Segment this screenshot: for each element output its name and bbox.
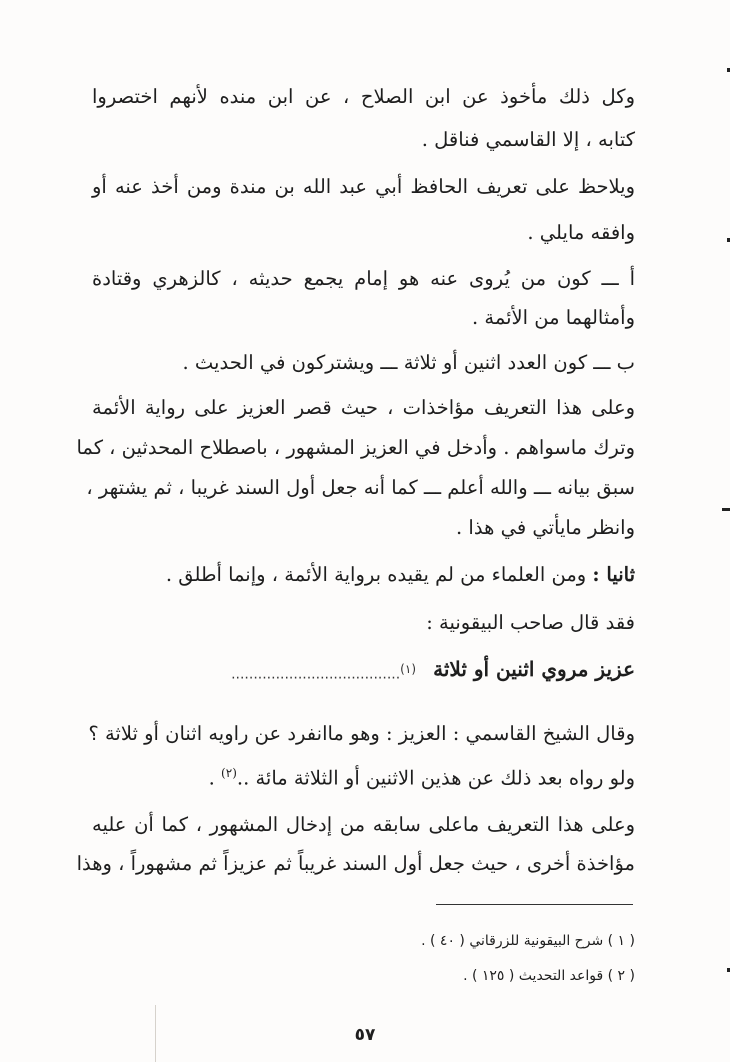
text-line: سبق بيانه ـــ والله أعلم ـــ كما أنه جعل أول السند غريبا ، ثم يشتهر ، <box>86 476 635 499</box>
footnote-ref: (١) <box>400 662 416 676</box>
scan-mark <box>722 508 730 511</box>
text-span: ولو رواه بعد ذلك عن هذين الاثنين أو الثلاثة مائة .. <box>236 766 635 790</box>
text-line: كتابه ، إلا القاسمي فناقل . <box>421 128 635 151</box>
section-label: ثانيا : <box>592 563 635 586</box>
text-line: ويلاحظ على تعريف الحافظ أبي عبد الله بن مندة ومن أخذ عنه أو <box>92 175 635 198</box>
text-line <box>92 560 635 590</box>
text-line: فقد قال صاحب البيقونية : <box>426 611 635 634</box>
text-line: وأمثالهما من الأئمة . <box>471 306 635 329</box>
footnote: ( ١ ) شرح البيقونية للزرقاني ( ٤٠ ) . <box>421 933 635 949</box>
footnote: ( ٢ ) قواعد التحديث ( ١٢٥ ) . <box>463 968 635 984</box>
text-line: مؤاخذة أخرى ، حيث جعل أول السند غريباً ثم عزيزاً ثم مشهوراً ، وهذا <box>76 852 635 875</box>
footnote-divider <box>436 904 633 905</box>
text-span: . <box>208 766 222 790</box>
footnote-ref: (٢) <box>221 766 237 780</box>
text-line: وقال الشيخ القاسمي : العزيز : وهو ماانفرد عن راويه اثنان أو ثلاثة ؟ <box>88 722 635 745</box>
text-line: وعلى هذا التعريف مؤاخذات ، حيث قصر العزيز على رواية الأئمة <box>92 396 635 419</box>
scan-edge-line <box>155 1005 156 1062</box>
text-line: وترك ماسواهم . وأدخل في العزيز المشهور ، باصطلاح المحدثين ، كما <box>76 436 635 459</box>
text-line: وكل ذلك مأخوذ عن ابن الصلاح ، عن ابن منده لأنهم اختصروا <box>92 85 635 108</box>
verse-line: عزيز مروي اثنين أو ثلاثة <box>433 657 635 681</box>
text-line: وافقه مايلي . <box>527 221 635 244</box>
text-line: أ ـــ كون من يُروى عنه هو إمام يجمع حديثه ، كالزهري وقتادة <box>92 267 635 290</box>
dotted-leader: ...................................... <box>231 666 401 683</box>
text-line <box>92 758 635 794</box>
text-line: وعلى هذا التعريف ماعلى سابقه من إدخال المشهور ، كما أن عليه <box>92 813 635 836</box>
page-number: ٥٧ <box>354 1025 376 1045</box>
verse-dots <box>96 662 416 683</box>
text-line: ب ـــ كون العدد اثنين أو ثلاثة ـــ ويشتركون في الحديث . <box>182 351 635 374</box>
text-line: وانظر مايأتي في هذا . <box>456 516 635 539</box>
text-span: ومن العلماء من لم يقيده برواية الأئمة ، وإنما أطلق . <box>165 563 593 586</box>
